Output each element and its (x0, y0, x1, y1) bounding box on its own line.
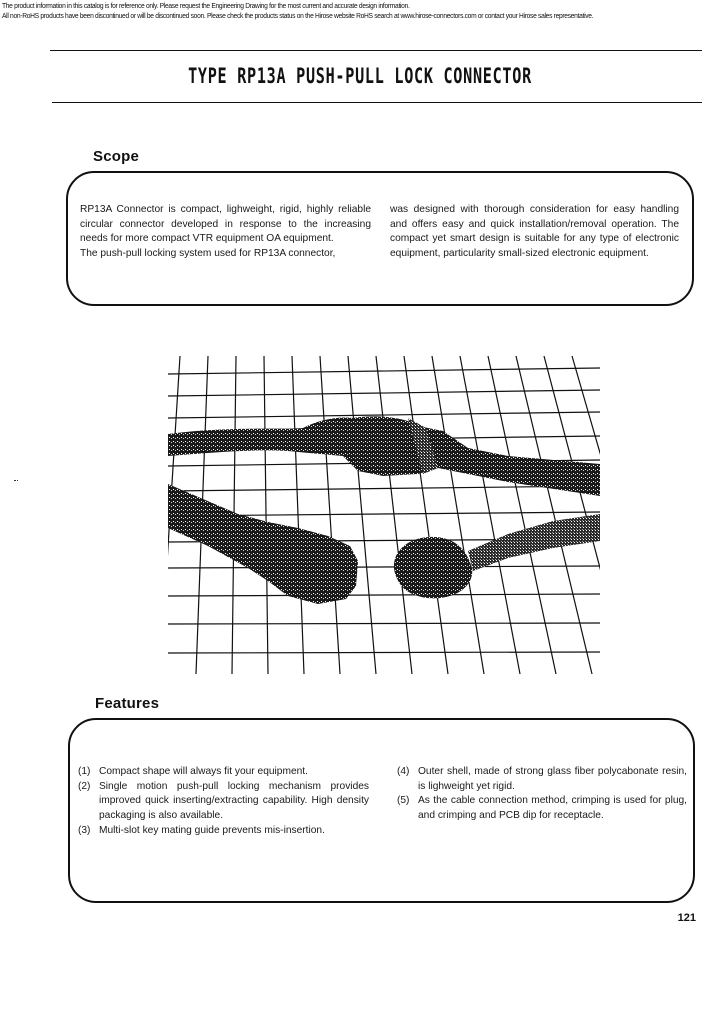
scope-paragraph-3: was designed with thorough consideration for easy handling and offers easy and quick installation/removal operation. The compact yet smart design is suitable for any type of electronic equipment, particularity small-sized electronic equipment. (390, 204, 679, 260)
scope-paragraph-1: RP13A Connector is compact, lighweight, rigid, highly reliable circular connector developed in response to the increasing needs for more compact VTR equipment OA equipment. (80, 204, 371, 245)
scope-left-column (80, 203, 371, 262)
feature-item (397, 794, 687, 823)
connector-photo (168, 356, 600, 674)
feature-text: Single motion push-pull locking mechanism provides improved quick inserting/extracting capability. High density packaging is also available. (99, 780, 369, 822)
feature-item (78, 780, 369, 824)
feature-item (78, 824, 369, 839)
feature-text: As the cable connection method, crimping is used for plug, and crimping and PCB dip for receptacle. (418, 795, 687, 822)
page-title: TYPE RP13A PUSH-PULL LOCK CONNECTOR (188, 64, 532, 88)
features-heading: Features (95, 695, 160, 712)
title-top-rule (50, 50, 702, 51)
title-bottom-rule (52, 102, 702, 103)
page-number: 121 (677, 912, 696, 924)
scope-paragraph-2: The push-pull locking system used for RP13A connector, (80, 248, 336, 260)
feature-text: Outer shell, made of strong glass fiber polycabonate resin, is lighweight yet rigid. (418, 766, 687, 792)
feature-number: (3) (78, 824, 91, 836)
rohs-notice (2, 1, 593, 21)
margin-speck (14, 480, 18, 482)
feature-number: (5) (397, 795, 410, 807)
features-right-column (397, 765, 687, 824)
feature-item (78, 765, 369, 780)
feature-item (397, 765, 687, 794)
scope-heading: Scope (93, 148, 140, 165)
connector-photo-graphic (168, 356, 600, 674)
feature-text: Compact shape will always fit your equipment. (99, 766, 308, 777)
feature-number: (2) (78, 780, 91, 792)
notice-line-2: All non-RoHS products have been discontinued or will be discontinued soon. Please check the products status on the Hirose website RoHS search at www.hirose-connectors.com or contact your Hirose sales representative. (2, 11, 594, 20)
feature-number: (4) (397, 766, 410, 777)
feature-text: Multi-slot key mating guide prevents mis-insertion. (99, 824, 325, 836)
scope-right-column (390, 203, 679, 262)
features-left-column (78, 765, 369, 839)
notice-line-1: The product information in this catalog is for reference only. Please request the Engineering Drawing for the most current and accurate design information. (2, 1, 410, 10)
feature-number: (1) (78, 766, 91, 777)
